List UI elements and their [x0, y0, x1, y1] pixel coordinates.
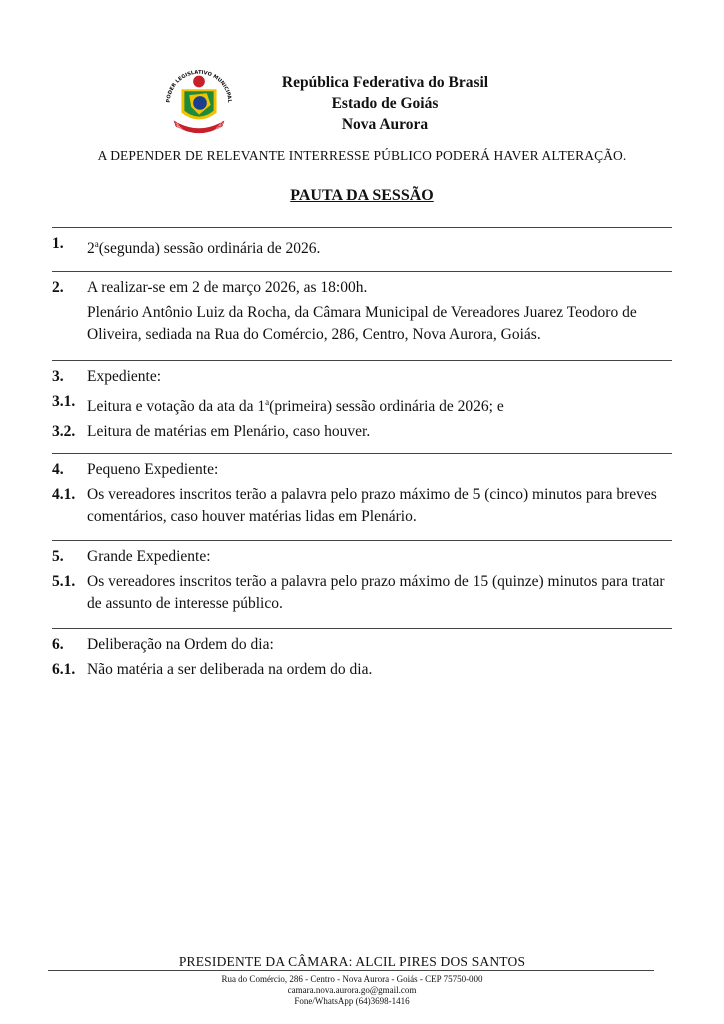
- item-venue: Plenário Antônio Luiz da Rocha, da Câmara Municipal de Vereadores Juarez Teodoro de Oliveira, sediada na Rua do Comércio, 286, Centro, Nova Aurora, Goiás.: [87, 304, 637, 343]
- item-number: 2.: [52, 279, 64, 296]
- section-3: [52, 360, 672, 443]
- footer-divider: [48, 970, 654, 971]
- agenda-item-5: 5. Grande Expediente:: [52, 548, 211, 565]
- agenda-item-4: 4. Pequeno Expediente:: [52, 461, 219, 478]
- agenda-item-6-1: 6.1. Não matéria a ser deliberada na ordem do dia.: [52, 661, 373, 678]
- legislative-seal-logo: [160, 62, 238, 140]
- agenda-item-4-1: 4.1. Os vereadores inscritos terão a palavra pelo prazo máximo de 5 (cinco) minutos para breves comentários, caso houver matérias lidas em Plenário.: [52, 486, 657, 525]
- agenda-item-1: 1. 2$^a$(segunda) sessão ordinária de 2026.: [52, 235, 321, 258]
- agenda-item-3: 3. Expediente:: [52, 368, 162, 385]
- header: [280, 72, 490, 135]
- agenda-item-3-2: 3.2. Leitura de matérias em Plenário, caso houver.: [52, 423, 371, 441]
- footer-phone: Fone/WhatsApp (64)3698-1416: [294, 996, 410, 1006]
- seal-text-top: PODER LEGISLATIVO MUNICIPAL: [165, 69, 233, 103]
- header-country: República Federativa do Brasil: [281, 74, 489, 91]
- section-6: [52, 628, 672, 681]
- notice: A DEPENDER DE RELEVANTE INTERRESSE PÚBLICO PODERÁ HAVER ALTERAÇÃO.: [97, 148, 627, 163]
- section-5: [52, 540, 672, 615]
- agenda-item-5-1: 5.1. Os vereadores inscritos terão a palavra pelo prazo máximo de 15 (quinze) minutos para tratar de assunto de interesse público.: [52, 573, 665, 612]
- item-date: A realizar-se em 2 de março 2026, as 18:00h.: [87, 279, 368, 296]
- footer-address: Rua do Comércio, 286 - Centro - Nova Aurora - Goiás - CEP 75750-000: [221, 974, 483, 984]
- footer-email: camara.nova.aurora.go@gmail.com: [287, 985, 417, 995]
- seal-text-bottom: TRABALHO, UNIÃO E PROGRESSO: [173, 121, 225, 139]
- president-signature: PRESIDENTE DA CÂMARA: ALCIL PIRES DOS SANTOS: [178, 954, 526, 969]
- agenda-item-6: 6. Deliberação na Ordem do dia:: [52, 636, 274, 653]
- agenda-item-2: [52, 277, 672, 346]
- item-number: 1.: [52, 235, 64, 252]
- header-city: Nova Aurora: [341, 116, 429, 133]
- section-4: [52, 453, 672, 528]
- section-2: [52, 271, 672, 346]
- header-state: Estado de Goiás: [331, 95, 439, 112]
- section-1: [52, 227, 672, 260]
- page-title: PAUTA DA SESSÃO: [290, 187, 434, 204]
- agenda-item-3-1: 3.1. Leitura e votação da ata da 1$^a$(primeira) sessão ordinária de 2026; e: [52, 393, 504, 416]
